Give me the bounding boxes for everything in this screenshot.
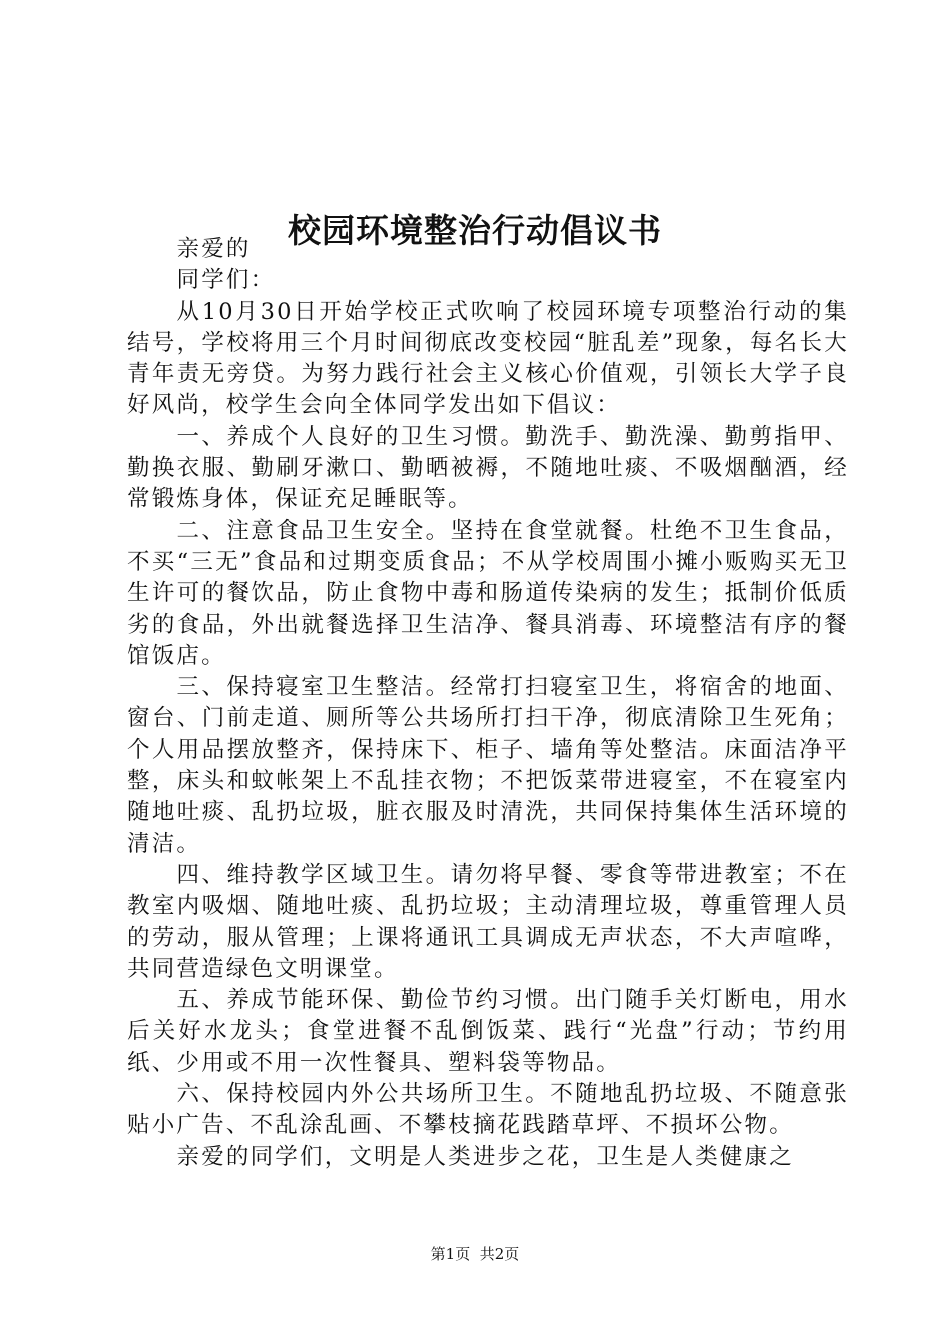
page-number: 第1页 xyxy=(430,1245,471,1263)
document-body xyxy=(127,234,849,1173)
proposal-paragraph-2: 二、注意食品卫生安全。坚持在食堂就餐。杜绝不卫生食品，不买“三无”食品和过期变质食品；不从学校周围小摊小贩购买无卫生许可的餐饮品，防止食物中毒和肠道传染病的发生；抵制价低质劣的食品，外出就餐选择卫生洁净、餐具消毒、环境整洁有序的餐馆饭店。 xyxy=(127,517,849,669)
page-total: 共2页 xyxy=(479,1245,520,1263)
document-title: 校园环境整治行动倡议书 xyxy=(288,211,662,251)
intro-paragraph: 从10月30日开始学校正式吹响了校园环境专项整治行动的集结号，学校将用三个月时间彻底改变校园“脏乱差”现象，每名长大青年责无旁贷。为努力践行社会主义核心价值观，引领长大学子良好风尚，校学生会向全体同学发出如下倡议： xyxy=(127,298,849,419)
proposal-paragraph-1: 一、养成个人良好的卫生习惯。勤洗手、勤洗澡、勤剪指甲、勤换衣服、勤刷牙漱口、勤晒被褥，不随地吐痰、不吸烟酗酒，经常锻炼身体，保证充足睡眠等。 xyxy=(127,423,849,513)
salutation-line-2: 同学们： xyxy=(176,267,276,294)
proposal-paragraph-6: 六、保持校园内外公共场所卫生。不随地乱扔垃圾、不随意张贴小广告、不乱涂乱画、不攀枝摘花践踏草坪、不损坏公物。 xyxy=(127,1081,849,1139)
proposal-paragraph-4: 四、维持教学区域卫生。请勿将早餐、零食等带进教室；不在教室内吸烟、随地吐痰、乱扔垃圾；主动清理垃圾，尊重管理人员的劳动，服从管理；上课将通讯工具调成无声状态，不大声喧哗，共同营造绿色文明课堂。 xyxy=(127,861,849,982)
proposal-paragraph-3: 三、保持寝室卫生整洁。经常打扫寝室卫生，将宿舍的地面、窗台、门前走道、厕所等公共场所打扫干净，彻底清除卫生死角；个人用品摆放整齐，保持床下、柜子、墙角等处整洁。床面洁净平整，床头和蚊帐架上不乱挂衣物；不把饭菜带进寝室，不在寝室内随地吐痰、乱扔垃圾，脏衣服及时清洗，共同保持集体生活环境的清洁。 xyxy=(127,674,849,857)
salutation-line-1: 亲爱的 xyxy=(176,236,251,262)
page-footer xyxy=(0,1243,950,1265)
closing-paragraph: 亲爱的同学们，文明是人类进步之花，卫生是人类健康之 xyxy=(176,1143,795,1170)
proposal-paragraph-5: 五、养成节能环保、勤俭节约习惯。出门随手关灯断电，用水后关好水龙头；食堂进餐不乱倒饭菜、践行“光盘”行动；节约用纸、少用或不用一次性餐具、塑料袋等物品。 xyxy=(127,987,849,1076)
